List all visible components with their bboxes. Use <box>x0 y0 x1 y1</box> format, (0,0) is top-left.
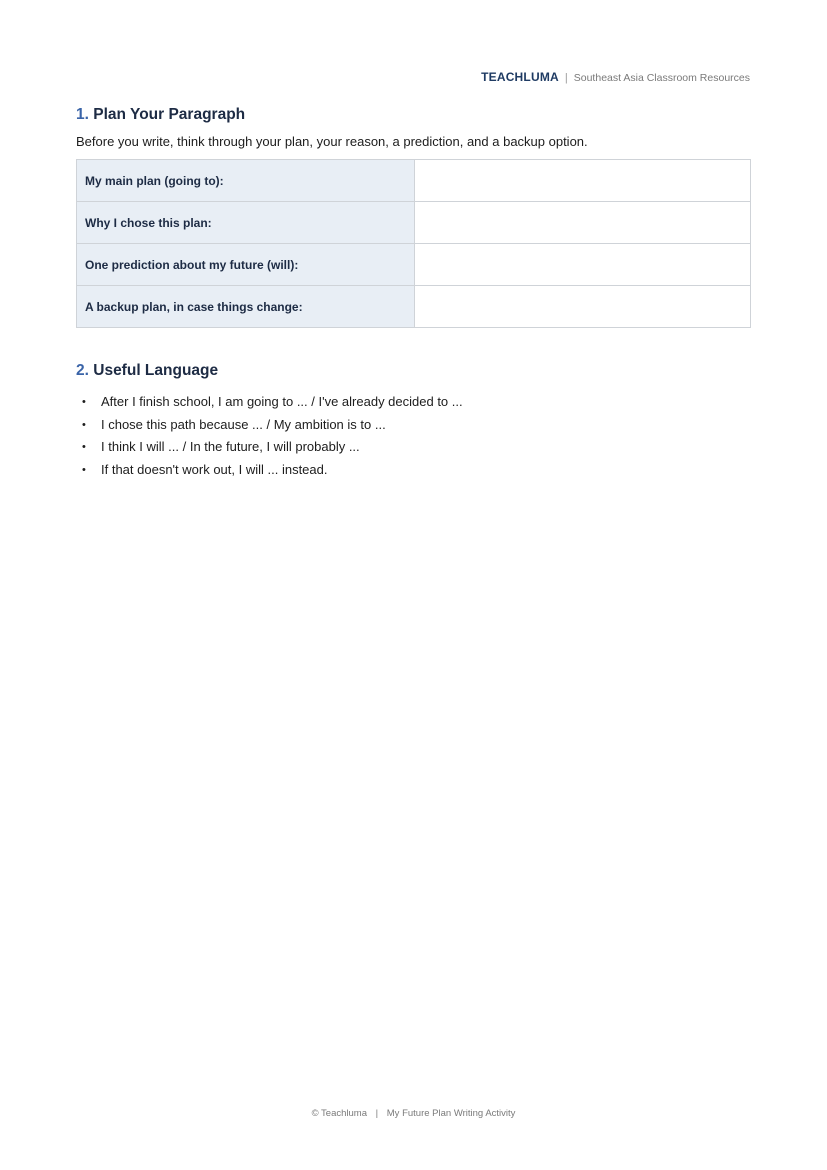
footer-separator: | <box>375 1108 379 1119</box>
section-useful-language <box>76 361 751 481</box>
table-row <box>77 244 751 286</box>
section-title <box>76 105 751 125</box>
table-row <box>77 160 751 202</box>
list-item <box>76 414 751 437</box>
list-item-text: I think I will ... / In the future, I will probably ... <box>101 439 360 454</box>
table-row <box>77 286 751 328</box>
answer-cell[interactable] <box>415 286 751 328</box>
row-label: A backup plan, in case things change: <box>77 286 415 328</box>
section-number: 1. <box>76 106 89 123</box>
bullet-icon: • <box>82 418 86 431</box>
page-footer <box>0 1108 827 1119</box>
bullet-icon: • <box>82 463 86 476</box>
footer-title: My Future Plan Writing Activity <box>386 1108 516 1119</box>
brand-logo-text: TEACHLUMA <box>481 70 559 84</box>
row-label: One prediction about my future (will): <box>77 244 415 286</box>
list-item <box>76 436 751 459</box>
language-list <box>76 391 751 481</box>
answer-cell[interactable] <box>415 244 751 286</box>
answer-cell[interactable] <box>415 202 751 244</box>
header-separator: | <box>564 72 568 84</box>
list-item-text: After I finish school, I am going to ... / I've already decided to ... <box>101 394 463 409</box>
section-title <box>76 361 751 381</box>
list-item <box>76 459 751 482</box>
section-intro: Before you write, think through your plan, your reason, a prediction, and a backup option. <box>76 134 588 149</box>
row-label: My main plan (going to): <box>77 160 415 202</box>
bullet-icon: • <box>82 396 86 408</box>
section-number: 2. <box>76 362 89 379</box>
header-tagline: Southeast Asia Classroom Resources <box>573 72 750 84</box>
page-header <box>481 70 750 84</box>
section-title-text: Useful Language <box>93 362 219 379</box>
plan-table <box>76 159 751 328</box>
footer-copyright: © Teachluma <box>311 1108 368 1119</box>
list-item <box>76 391 751 414</box>
section-title-text: Plan Your Paragraph <box>93 106 246 123</box>
answer-cell[interactable] <box>415 160 751 202</box>
bullet-icon: • <box>82 441 86 453</box>
list-item-text: If that doesn't work out, I will ... instead. <box>101 461 328 477</box>
section-plan-paragraph <box>76 105 751 328</box>
table-row <box>77 202 751 244</box>
row-label: Why I chose this plan: <box>77 202 415 244</box>
list-item-text: I chose this path because ... / My ambition is to ... <box>101 416 386 432</box>
